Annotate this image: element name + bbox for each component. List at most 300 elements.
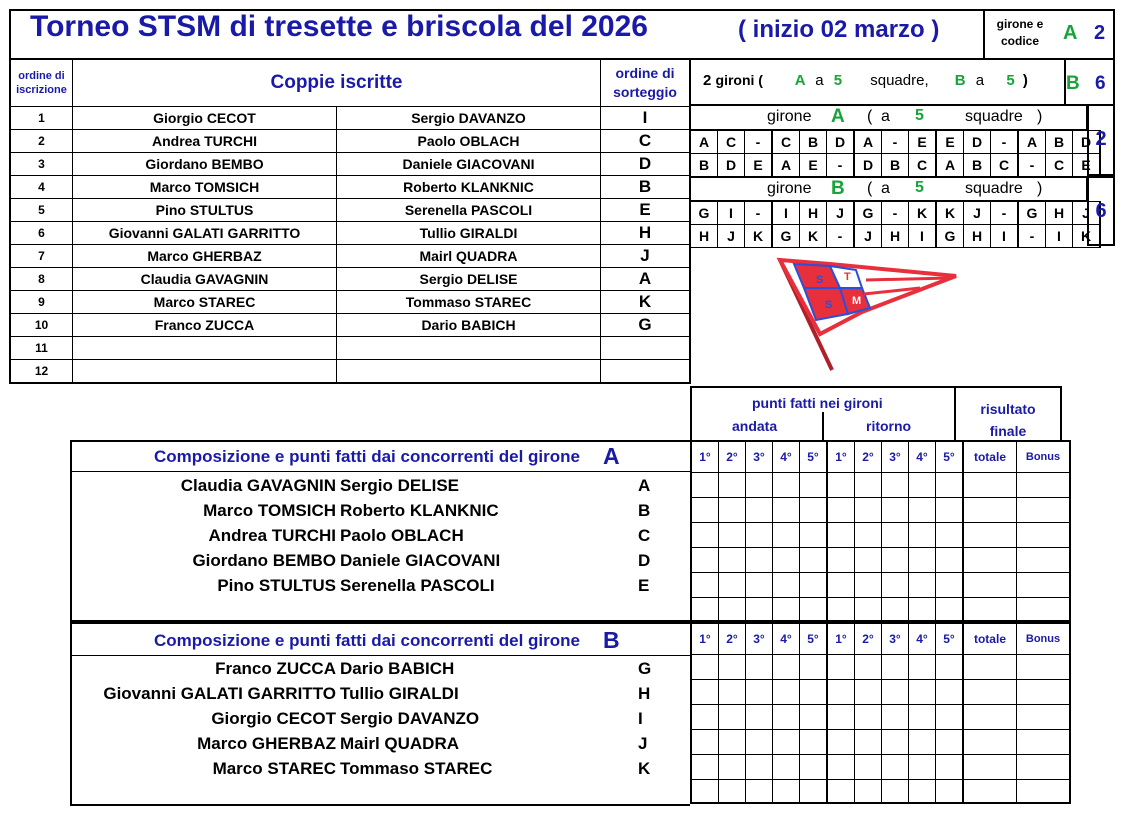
score-cell[interactable] [1017,498,1071,523]
score-cell[interactable] [963,680,1017,705]
comp-player-b: Roberto KLANKNIC [340,501,499,520]
pairing-cell: D [854,154,882,177]
registrations-header-row [10,59,690,107]
reg-draw-letter [601,337,691,360]
score-cell[interactable] [800,498,828,523]
score-cell[interactable] [800,473,828,498]
score-cell[interactable] [719,573,746,598]
score-cell[interactable] [800,523,828,548]
registrations-table [9,58,691,384]
score-cell[interactable] [719,755,746,780]
score-cell[interactable] [827,573,855,598]
score-cell[interactable] [746,523,773,548]
score-cell[interactable] [719,473,746,498]
score-cell[interactable] [909,705,936,730]
registration-row [10,337,690,360]
score-cell[interactable] [1017,655,1071,680]
score-cell[interactable] [746,680,773,705]
score-cell[interactable] [691,780,719,804]
reg-player-b: Tommaso STAREC [337,291,601,314]
score-cell[interactable] [963,498,1017,523]
score-cell[interactable] [800,755,828,780]
score-cell[interactable] [827,548,855,573]
pairing-cell: J [827,202,855,225]
registration-row [10,107,690,130]
pairing-cell: I [909,225,937,248]
comp-row [72,732,690,757]
pairing-cell: - [827,225,855,248]
andata-ritorno-divider [822,412,824,440]
pairing-cell: A [1018,131,1046,154]
score-cell[interactable] [1017,523,1071,548]
score-cell[interactable] [882,498,909,523]
score-row [691,548,1070,573]
score-cell[interactable] [691,655,719,680]
pairing-cell: E [909,131,937,154]
comp-letter: B [638,501,651,520]
score-cell[interactable] [800,705,828,730]
score-cell[interactable] [855,598,882,622]
reg-number: 8 [10,268,73,291]
score-cell[interactable] [691,680,719,705]
score-row [691,573,1070,598]
comp-a-letter: A [603,443,620,469]
score-cell[interactable] [746,755,773,780]
pairing-cell: D [1073,131,1101,154]
score-cell[interactable] [746,705,773,730]
round-header: 3° [882,623,909,655]
group-a-pairings [690,130,1101,177]
comp-player-b: Serenella PASCOLI [340,576,495,595]
total-header: totale [963,441,1017,473]
pairing-cell: - [745,202,773,225]
score-cell[interactable] [909,655,936,680]
comp-player-b: Mairl QUADRA [340,734,460,753]
score-cell[interactable] [963,523,1017,548]
score-cell[interactable] [773,473,800,498]
reg-number: 6 [10,222,73,245]
reg-player-a [73,360,337,384]
score-cell[interactable] [800,730,828,755]
group-code-number: 2 [1094,22,1106,44]
comp-letter: I [638,709,643,728]
score-cell[interactable] [827,730,855,755]
score-cell[interactable] [691,523,719,548]
group-a-teams: squadre [965,108,1023,125]
registration-row [10,360,690,384]
score-cell[interactable] [882,780,909,804]
comp-letter: J [638,734,648,753]
score-cell[interactable] [909,598,936,622]
score-cell[interactable] [882,655,909,680]
comp-row [72,574,690,599]
score-cell[interactable] [800,598,828,622]
pairing-cell: C [772,131,800,154]
score-cell[interactable] [909,755,936,780]
score-cell[interactable] [827,705,855,730]
score-cell[interactable] [882,705,909,730]
registration-row [10,130,690,153]
score-cell[interactable] [827,655,855,680]
summary-b-num: 5 [1006,72,1015,89]
score-cell[interactable] [855,473,882,498]
score-cell[interactable] [1017,705,1071,730]
pairing-cell: B [964,154,991,177]
reg-draw-letter [601,360,691,384]
result-label-line-2: finale [989,423,1027,439]
pairing-cell: B [691,154,718,177]
pairing-cell: H [1046,202,1073,225]
code-label-line-2: codice [1000,34,1039,48]
group-a-num: 5 [915,107,924,124]
score-cell[interactable] [909,573,936,598]
score-cell[interactable] [909,523,936,548]
score-cell[interactable] [936,548,964,573]
score-cell[interactable] [963,548,1017,573]
pairing-cell: C [1046,154,1073,177]
score-cell[interactable] [936,523,964,548]
score-cell[interactable] [773,680,800,705]
score-cell[interactable] [855,523,882,548]
score-cell[interactable] [936,573,964,598]
score-header-row [691,441,1070,473]
score-cell[interactable] [963,573,1017,598]
group-code-letter: A [1063,22,1078,44]
pairing-cell: E [1073,154,1101,177]
score-cell[interactable] [719,655,746,680]
score-cell[interactable] [827,598,855,622]
score-cell[interactable] [1017,573,1071,598]
score-cell[interactable] [746,573,773,598]
summary-close: ) [1022,72,1028,89]
pairing-cell: G [936,225,964,248]
reg-draw-letter: G [601,314,691,337]
group-b-side-cell [1087,176,1115,246]
summary-a-word: a [815,72,824,89]
score-cell[interactable] [746,548,773,573]
score-cell[interactable] [691,598,719,622]
registration-row [10,222,690,245]
round-header: 2° [855,623,882,655]
score-cell[interactable] [963,755,1017,780]
pairing-cell: - [882,202,909,225]
summary-group-b-letter: B [954,72,966,89]
score-cell[interactable] [882,523,909,548]
score-cell[interactable] [882,755,909,780]
pairing-cell: A [772,154,800,177]
score-cell[interactable] [855,655,882,680]
registration-row [10,199,690,222]
comp-a-title-row [70,440,690,472]
score-cell[interactable] [746,473,773,498]
pairing-cell: - [991,131,1019,154]
reg-player-a [73,337,337,360]
score-cell[interactable] [827,780,855,804]
score-cell[interactable] [855,705,882,730]
score-cell[interactable] [882,730,909,755]
comp-player-b: Sergio DELISE [340,476,460,495]
pairing-row [691,131,1101,154]
score-cell[interactable] [855,498,882,523]
score-cell[interactable] [719,498,746,523]
score-cell[interactable] [882,598,909,622]
pairing-cell: B [800,131,827,154]
score-cell[interactable] [719,598,746,622]
score-cell[interactable] [1017,730,1071,755]
pairing-cell: J [854,225,882,248]
col-draw-line-2: sorteggio [613,84,677,100]
score-cell[interactable] [773,523,800,548]
score-cell[interactable] [855,573,882,598]
pairing-cell: K [745,225,773,248]
score-cell[interactable] [882,680,909,705]
comp-a-rows [72,474,690,599]
reg-number: 9 [10,291,73,314]
comp-player-b: Sergio DAVANZO [340,709,480,728]
score-cell[interactable] [773,548,800,573]
reg-draw-letter: B [601,176,691,199]
score-cell[interactable] [827,523,855,548]
group-a-open: ( [867,108,873,125]
score-cell[interactable] [1017,780,1071,804]
score-cell[interactable] [1017,473,1071,498]
flag-letter-s2: S [825,299,833,311]
score-cell[interactable] [827,473,855,498]
score-cell[interactable] [936,498,964,523]
pairing-cell: G [1018,202,1046,225]
pairing-cell: - [882,131,909,154]
registration-row [10,245,690,268]
pairing-cell: K [800,225,827,248]
comp-row [72,657,690,682]
score-cell[interactable] [773,498,800,523]
score-cell[interactable] [936,755,964,780]
score-cell[interactable] [1017,598,1071,622]
score-cell[interactable] [800,655,828,680]
score-row [691,755,1070,780]
score-cell[interactable] [1017,680,1071,705]
comp-player-a: Franco ZUCCA [215,659,336,678]
score-cell[interactable] [936,655,964,680]
score-cell[interactable] [746,498,773,523]
score-cell[interactable] [691,705,719,730]
score-cell[interactable] [746,655,773,680]
score-cell[interactable] [827,680,855,705]
col-draw-header [601,59,691,107]
score-row [691,705,1070,730]
flag-letter-s1: S [816,274,824,286]
comp-b-title-row [70,622,690,656]
pairing-cell: E [745,154,773,177]
score-cell[interactable] [746,730,773,755]
score-cell[interactable] [963,705,1017,730]
pairing-cell: H [964,225,991,248]
round-header: 3° [746,441,773,473]
comp-b-score-grid [690,622,1071,804]
summary-a-num: 5 [833,72,843,89]
comp-player-b: Tommaso STAREC [340,759,493,778]
score-cell[interactable] [936,598,964,622]
score-cell[interactable] [855,755,882,780]
comp-player-a: Marco TOMSICH [203,501,336,520]
score-cell[interactable] [827,755,855,780]
reg-draw-letter: C [601,130,691,153]
registration-row [10,176,690,199]
round-header: 2° [719,441,746,473]
score-cell[interactable] [800,780,828,804]
score-cell[interactable] [773,705,800,730]
score-cell[interactable] [1017,755,1071,780]
score-cell[interactable] [800,680,828,705]
score-cell[interactable] [909,680,936,705]
score-cell[interactable] [746,598,773,622]
score-cell[interactable] [963,655,1017,680]
group-code-label [988,16,1052,50]
score-cell[interactable] [773,655,800,680]
score-cell[interactable] [691,730,719,755]
score-cell[interactable] [773,780,800,804]
score-cell[interactable] [773,755,800,780]
score-cell[interactable] [719,523,746,548]
score-cell[interactable] [691,573,719,598]
groups-word: gironi ( [715,72,763,88]
score-cell[interactable] [936,730,964,755]
group-b-side-num: 6 [1095,200,1107,222]
reg-number: 2 [10,130,73,153]
comp-row [72,757,690,782]
score-cell[interactable] [719,705,746,730]
pairing-cell: I [718,202,745,225]
score-cell[interactable] [800,573,828,598]
comp-player-a: Claudia GAVAGNIN [180,476,336,495]
groups-count: 2 [703,72,712,89]
score-cell[interactable] [719,548,746,573]
score-cell[interactable] [909,548,936,573]
score-cell[interactable] [882,473,909,498]
pairing-cell: H [882,225,909,248]
score-cell[interactable] [963,473,1017,498]
score-cell[interactable] [773,573,800,598]
reg-player-a: Marco STAREC [73,291,337,314]
score-row [691,780,1070,804]
score-cell[interactable] [963,780,1017,804]
pairing-cell: E [800,154,827,177]
round-header: 4° [773,441,800,473]
pairing-cell: J [1073,202,1101,225]
score-cell[interactable] [936,780,964,804]
score-row [691,498,1070,523]
pairing-cell: - [991,202,1019,225]
pairing-cell: J [964,202,991,225]
pairing-cell: I [1046,225,1073,248]
groups-right-num: 6 [1095,73,1106,94]
score-cell[interactable] [936,680,964,705]
score-cell[interactable] [719,780,746,804]
score-cell[interactable] [691,473,719,498]
reg-player-b: Tullio GIRALDI [337,222,601,245]
score-row [691,473,1070,498]
reg-player-a: Giorgio CECOT [73,107,337,130]
comp-letter: A [638,476,651,495]
score-cell[interactable] [936,705,964,730]
reg-player-a: Marco TOMSICH [73,176,337,199]
registration-row [10,153,690,176]
reg-player-b: Mairl QUADRA [337,245,601,268]
reg-player-b [337,360,601,384]
pairing-cell: - [745,131,773,154]
score-cell[interactable] [691,548,719,573]
flag-letter-t: T [844,271,851,283]
score-cell[interactable] [691,498,719,523]
score-cell[interactable] [909,780,936,804]
reg-draw-letter: E [601,199,691,222]
score-cell[interactable] [746,780,773,804]
reg-number: 3 [10,153,73,176]
comp-player-b: Dario BABICH [340,659,455,678]
reg-number: 4 [10,176,73,199]
score-cell[interactable] [855,680,882,705]
score-cell[interactable] [773,598,800,622]
score-cell[interactable] [691,755,719,780]
score-cell[interactable] [855,730,882,755]
comp-player-a: Pino STULTUS [217,576,336,595]
score-cell[interactable] [827,498,855,523]
group-a-side-cell [1087,106,1115,176]
comp-letter: G [638,659,652,678]
score-cell[interactable] [1017,548,1071,573]
score-cell[interactable] [963,598,1017,622]
score-cell[interactable] [719,730,746,755]
score-cell[interactable] [800,548,828,573]
round-header: 4° [909,623,936,655]
score-cell[interactable] [719,680,746,705]
score-cell[interactable] [773,730,800,755]
pairing-cell: C [991,154,1019,177]
group-a-label: girone [767,108,812,125]
reg-draw-letter: A [601,268,691,291]
score-cell[interactable] [909,730,936,755]
score-cell[interactable] [855,548,882,573]
pairing-cell: K [1073,225,1101,248]
comp-letter: K [638,759,651,778]
pairing-cell: I [772,202,800,225]
round-header: 1° [691,623,719,655]
comp-a-title: Composizione e punti fatti dai concorrenti del girone [154,447,580,466]
score-cell[interactable] [882,573,909,598]
score-row [691,523,1070,548]
group-a-header [690,106,1087,130]
score-cell[interactable] [882,548,909,573]
registration-row [10,291,690,314]
round-header: 3° [746,623,773,655]
score-cell[interactable] [963,730,1017,755]
score-cell[interactable] [855,780,882,804]
result-label [956,398,1060,442]
reg-player-a: Andrea TURCHI [73,130,337,153]
reg-player-a: Franco ZUCCA [73,314,337,337]
pairing-cell: D [827,131,855,154]
score-cell[interactable] [909,498,936,523]
pairing-cell: G [772,225,800,248]
score-cell[interactable] [936,473,964,498]
round-header: 5° [936,623,964,655]
round-header: 1° [827,441,855,473]
round-header: 5° [800,623,828,655]
score-cell[interactable] [909,473,936,498]
round-header: 5° [800,441,828,473]
group-b-a: a [881,180,890,197]
group-a-side-num: 2 [1095,128,1107,150]
